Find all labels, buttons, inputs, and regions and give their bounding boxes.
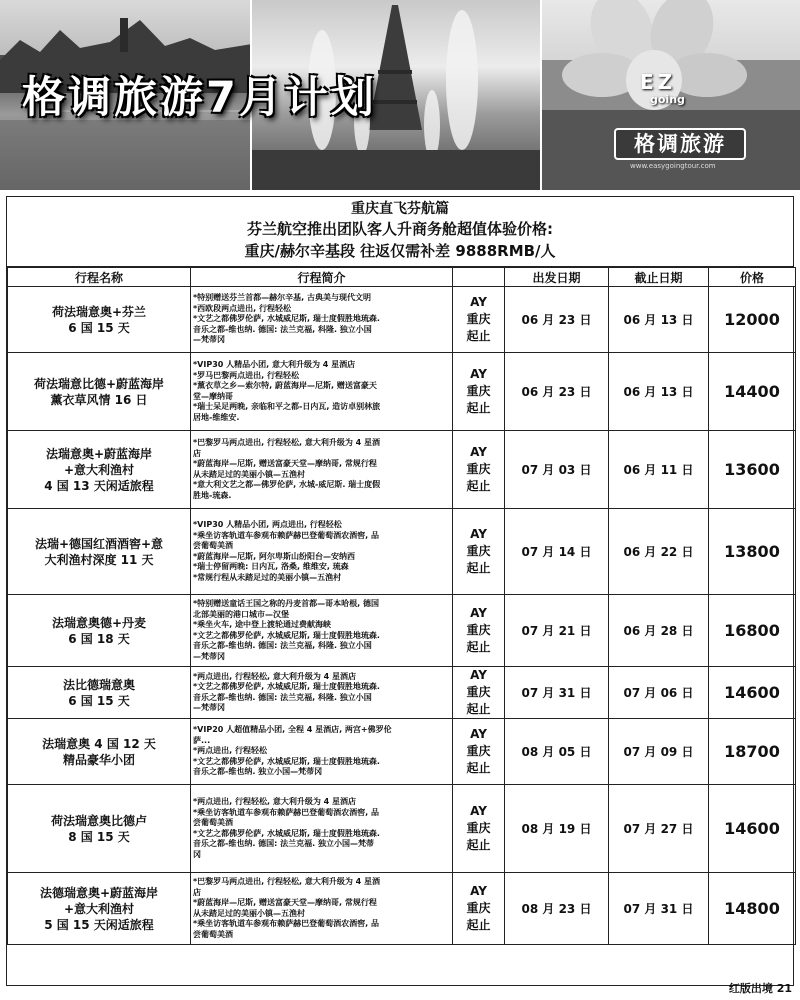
tour-name-cell	[8, 873, 191, 945]
deadline-date-cell: 06 月 13 日	[609, 353, 709, 431]
tour-name-cell	[8, 785, 191, 873]
table-row	[8, 873, 796, 945]
tour-desc-line: —梵蒂冈	[193, 651, 225, 661]
tour-desc-line: *文艺之都佛罗伦萨, 水城威尼斯, 瑞士度假胜地琉森.	[193, 682, 380, 691]
table-row	[8, 287, 796, 353]
tour-desc-line: 萨...	[193, 735, 211, 745]
depart-date-cell: 08 月 23 日	[505, 873, 609, 945]
tour-desc-line: *乘坐访客轨道车参观布赖萨赫巴登葡萄酒农酒窖, 品	[193, 919, 380, 928]
deadline-date-cell: 06 月 22 日	[609, 509, 709, 595]
carrier-line: AY	[470, 295, 487, 309]
tour-name-line: 大利渔村深度 11 天	[44, 552, 154, 567]
tour-desc-line: *VIP30 人精品小团, 意大利升级为 4 星酒店	[193, 360, 356, 369]
depart-date-cell: 06 月 23 日	[505, 353, 609, 431]
tour-desc-line: 北部美丽的港口城市—汉堡	[193, 609, 289, 619]
carrier-cell	[453, 509, 505, 595]
tour-desc-cell	[191, 431, 453, 509]
carrier-line: 起止	[466, 761, 491, 775]
deadline-date-cell: 07 月 09 日	[609, 719, 709, 785]
banner-title: 格调旅游7月计划	[22, 73, 377, 123]
tour-desc-line: *蔚蓝海岸—尼斯, 赠送富豪天堂—摩纳哥, 常规行程	[193, 459, 377, 468]
tour-name-line: 荷法瑞意奥比德卢	[50, 813, 147, 828]
depart-date-cell: 07 月 03 日	[505, 431, 609, 509]
depart-date-cell: 07 月 21 日	[505, 595, 609, 667]
tour-name-cell	[8, 595, 191, 667]
tour-desc-cell	[191, 667, 453, 719]
carrier-line: AY	[470, 445, 487, 459]
col-header-price: 价格	[709, 268, 796, 287]
tour-name-line: 5 国 15 天闲适旅程	[44, 917, 154, 932]
tour-desc-line: *乘坐访客轨道车参观布赖萨赫巴登葡萄酒农酒窖, 品	[193, 807, 380, 817]
deadline-date-cell: 07 月 27 日	[609, 785, 709, 873]
itinerary-table	[7, 267, 796, 945]
promo-title: 重庆直飞芬航篇	[351, 201, 449, 217]
itinerary-rows	[8, 287, 796, 945]
carrier-line: 起止	[466, 918, 491, 932]
carrier-line: 重庆	[466, 462, 491, 476]
carrier-line: AY	[470, 884, 487, 898]
carrier-line: AY	[470, 804, 487, 818]
price-cell: 14600	[709, 785, 796, 873]
tour-desc-cell	[191, 785, 453, 873]
price-cell: 12000	[709, 287, 796, 353]
carrier-line: 重庆	[466, 821, 491, 835]
promo-subtitle: 芬兰航空推出团队客人升商务舱超值体验价格:	[246, 220, 553, 238]
tour-name-line: 6 国 15 天	[68, 693, 130, 708]
tour-name-line: 法比德瑞意奥	[62, 677, 135, 692]
tour-name-line: 4 国 13 天闲适旅程	[44, 478, 154, 493]
tour-name-cell	[8, 353, 191, 431]
tour-desc-line: *西欧段两点进出, 行程轻松	[193, 303, 292, 313]
tour-name-line: 8 国 15 天	[68, 829, 130, 844]
tour-name-line: 法德瑞意奥+蔚蓝海岸	[39, 885, 159, 900]
depart-date-cell: 06 月 23 日	[505, 287, 609, 353]
tour-desc-line: —梵蒂冈	[193, 703, 225, 712]
tour-name-cell	[8, 509, 191, 595]
tour-name-line: 法瑞意奥德+丹麦	[51, 615, 147, 630]
tour-name-line: 精品豪华小团	[62, 752, 135, 767]
carrier-cell	[453, 873, 505, 945]
carrier-line: AY	[470, 727, 487, 741]
tour-desc-line: *罗马巴黎两点进出, 行程轻松	[193, 370, 300, 380]
tour-desc-cell	[191, 595, 453, 667]
price-cell: 13600	[709, 431, 796, 509]
tour-desc-line: *文艺之都佛罗伦萨, 水城威尼斯, 瑞士度假胜地琉森.	[193, 314, 380, 324]
tour-desc-line: 居地-维维安.	[193, 412, 240, 422]
tour-name-cell	[8, 287, 191, 353]
col-header-name: 行程名称	[8, 268, 191, 287]
tour-desc-line: *VIP30 人精品小团, 两点进出, 行程轻松	[193, 520, 342, 529]
deadline-date-cell: 07 月 06 日	[609, 667, 709, 719]
tour-desc-line: *乘坐火车, 途中登上渡轮通过费献海峡	[193, 620, 332, 629]
carrier-line: 重庆	[466, 384, 491, 398]
price-cell: 13800	[709, 509, 796, 595]
deadline-date-cell: 07 月 31 日	[609, 873, 709, 945]
col-header-carrier	[453, 268, 505, 287]
tour-name-line: 6 国 15 天	[68, 320, 130, 335]
tour-desc-cell	[191, 287, 453, 353]
tour-desc-line: *特别赠送童话王国之称的丹麦首都—哥本哈根, 德国	[193, 599, 380, 608]
table-row	[8, 595, 796, 667]
tour-desc-line: 店	[193, 887, 201, 897]
tour-desc-cell	[191, 353, 453, 431]
tour-desc-line: 尝葡萄美酒	[193, 541, 233, 550]
tour-desc-line: 冈	[193, 849, 201, 859]
carrier-line: 起止	[466, 702, 491, 716]
carrier-cell	[453, 785, 505, 873]
tour-name-cell	[8, 667, 191, 719]
tour-desc-line: 尝葡萄美酒	[193, 929, 233, 939]
carrier-line: 重庆	[466, 544, 491, 558]
tour-name-line: +意大利渔村	[63, 901, 135, 916]
tour-desc-line: *两点进出, 行程轻松, 意大利升级为 4 星酒店	[193, 797, 356, 806]
page-footer: 红版出境 21	[728, 982, 792, 995]
tour-desc-line: *两点进出, 行程轻松, 意大利升级为 4 星酒店	[193, 671, 356, 681]
carrier-line: 重庆	[466, 312, 491, 326]
carrier-line: 起止	[466, 640, 491, 654]
tour-desc-line: 音乐之都-维也纳. 独立小国—梵蒂冈	[193, 767, 323, 777]
carrier-line: 起止	[466, 329, 491, 343]
depart-date-cell: 07 月 14 日	[505, 509, 609, 595]
tour-desc-line: *巴黎罗马两点进出, 行程轻松, 意大利升级为 4 星酒	[193, 438, 380, 447]
promo-price-note: 重庆/赫尔辛基段 往返仅需补差 9888RMB/人	[244, 242, 556, 260]
tour-desc-line: *意大利文艺之都—佛罗伦萨, 水城-威尼斯. 瑞士度假	[193, 480, 381, 489]
tour-desc-line: *文艺之都佛罗伦萨, 水城威尼斯, 瑞士度假胜地琉森.	[193, 828, 380, 838]
table-row	[8, 431, 796, 509]
price-cell: 14600	[709, 667, 796, 719]
tour-desc-line: *蔚蓝海岸—尼斯, 阿尔卑斯山纷阳台—安纳西	[193, 551, 356, 561]
carrier-line: 重庆	[466, 685, 491, 699]
carrier-cell	[453, 719, 505, 785]
tour-desc-line: *两点进出, 行程轻松	[193, 746, 268, 756]
tour-name-cell	[8, 719, 191, 785]
depart-date-cell: 07 月 31 日	[505, 667, 609, 719]
price-cell: 18700	[709, 719, 796, 785]
tour-name-line: 法瑞意奥 4 国 12 天	[42, 736, 156, 751]
carrier-line: 起止	[466, 479, 491, 493]
tour-desc-line: *巴黎罗马两点进出, 行程轻松, 意大利升级为 4 星酒	[193, 877, 380, 886]
carrier-line: AY	[470, 367, 487, 381]
tour-desc-line: 从未踏足过的美丽小镇—五渔村	[193, 908, 305, 918]
tour-name-cell	[8, 431, 191, 509]
tour-desc-line: 音乐之都-维也纳. 德国: 法兰克福, 科隆. 独立小国	[193, 641, 372, 650]
promo-header	[7, 197, 793, 267]
carrier-cell	[453, 287, 505, 353]
deadline-date-cell: 06 月 28 日	[609, 595, 709, 667]
col-header-deadline: 截止日期	[609, 268, 709, 287]
tour-name-line: +意大利渔村	[63, 462, 135, 477]
carrier-line: AY	[470, 527, 487, 541]
brand-url: www.easygoingtour.com	[630, 162, 716, 170]
tour-name-line: 荷法瑞意奥+芬兰	[51, 304, 147, 319]
price-cell: 14800	[709, 873, 796, 945]
tour-desc-line: *常规行程从未踏足过的美丽小镇—五渔村	[193, 572, 342, 582]
carrier-line: 重庆	[466, 744, 491, 758]
carrier-line: AY	[470, 606, 487, 620]
table-row	[8, 667, 796, 719]
table-header-row	[8, 268, 796, 287]
price-cell: 14400	[709, 353, 796, 431]
carrier-line: AY	[470, 668, 487, 682]
col-header-desc: 行程简介	[191, 268, 453, 287]
carrier-line: 起止	[466, 838, 491, 852]
tour-desc-line: *瑞士呆足两晚, 亲临和平之都-日内瓦, 造访卓别林旅	[193, 402, 381, 411]
carrier-cell	[453, 595, 505, 667]
tour-desc-line: 音乐之都-维也纳. 德国: 法兰克福, 科隆. 独立小国	[193, 324, 372, 334]
brand-logo: 格调旅游	[614, 128, 746, 160]
tour-desc-line: *VIP20 人超值精品小团, 全程 4 星酒店, 两宫+佛罗伦	[193, 725, 392, 735]
tour-name-line: 6 国 18 天	[68, 631, 130, 646]
tour-desc-line: 从未踏足过的美丽小镇—五渔村	[193, 469, 305, 479]
carrier-cell	[453, 431, 505, 509]
depart-date-cell: 08 月 19 日	[505, 785, 609, 873]
table-row	[8, 785, 796, 873]
tour-desc-line: 胜地-琉森.	[193, 490, 232, 500]
carrier-line: 重庆	[466, 623, 491, 637]
table-row	[8, 719, 796, 785]
ez-logo-sub: going	[650, 93, 685, 106]
carrier-cell	[453, 353, 505, 431]
tour-desc-line: —梵蒂冈	[193, 335, 225, 345]
price-cell: 16800	[709, 595, 796, 667]
tour-desc-line: *文艺之都佛罗伦萨, 水城威尼斯, 瑞士度假胜地琉森.	[193, 630, 380, 640]
tour-desc-line: 店	[193, 448, 201, 458]
tour-desc-line: *乘坐访客轨道车参观布赖萨赫巴登葡萄酒农酒窖, 品	[193, 530, 380, 540]
tour-desc-cell	[191, 719, 453, 785]
tour-desc-line: 音乐之都-维也纳. 德国: 法兰克福. 独立小国—梵蒂	[193, 839, 374, 848]
col-header-depart: 出发日期	[505, 268, 609, 287]
tour-name-line: 薰衣草风情 16 日	[50, 392, 148, 407]
tour-desc-cell	[191, 509, 453, 595]
tour-desc-line: *特别赠送芬兰首都—赫尔辛基, 古典美与现代文明	[193, 293, 372, 303]
tour-desc-line: *瑞士停留两晚: 日内瓦, 洛桑, 维维安, 琉森	[193, 562, 349, 571]
tour-desc-line: *薰衣草之乡—索尔特, 蔚蓝海岸—尼斯, 赠送富豪天	[193, 381, 377, 390]
itinerary-sheet	[6, 196, 794, 986]
header-banner	[0, 0, 800, 190]
deadline-date-cell: 06 月 13 日	[609, 287, 709, 353]
table-row	[8, 509, 796, 595]
tour-desc-line: 音乐之都-维也纳. 德国: 法兰克福, 科隆. 独立小国	[193, 692, 372, 702]
tour-name-line: 荷法瑞意比德+蔚蓝海岸	[33, 376, 165, 391]
tour-desc-line: *文艺之都佛罗伦萨, 水城威尼斯, 瑞士度假胜地琉森.	[193, 756, 380, 766]
tour-name-line: 法瑞+德国红酒酒窖+意	[34, 536, 164, 551]
carrier-line: 起止	[466, 401, 491, 415]
carrier-line: 起止	[466, 561, 491, 575]
tour-desc-line: 堂—摩纳哥	[193, 391, 233, 401]
carrier-line: 重庆	[466, 901, 491, 915]
tour-desc-line: *蔚蓝海岸—尼斯, 赠送富豪天堂—摩纳哥, 常规行程	[193, 898, 377, 907]
tour-desc-cell	[191, 873, 453, 945]
ez-logo-mark: EZ	[640, 70, 677, 94]
tour-name-line: 法瑞意奥+蔚蓝海岸	[45, 446, 153, 461]
depart-date-cell: 08 月 05 日	[505, 719, 609, 785]
tour-desc-line: 尝葡萄美酒	[193, 818, 233, 827]
table-row	[8, 353, 796, 431]
carrier-cell	[453, 667, 505, 719]
deadline-date-cell: 06 月 11 日	[609, 431, 709, 509]
